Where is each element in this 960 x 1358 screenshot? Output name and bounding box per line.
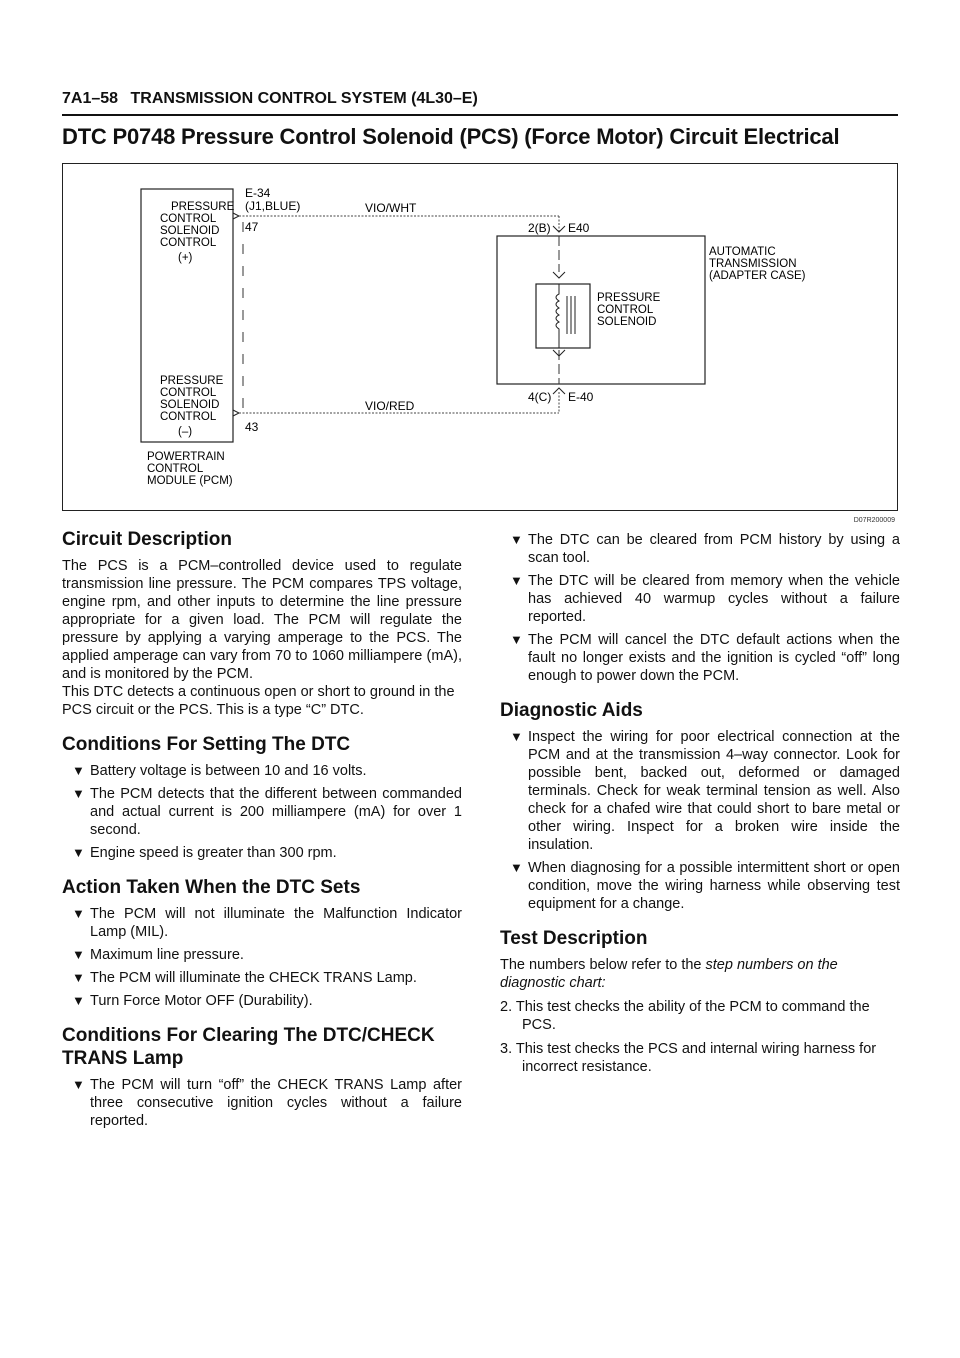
figure-id: D07R200009 (853, 517, 895, 524)
pcm-top-label-4: (+) (178, 252, 193, 264)
list-item: ▼ The DTC can be cleared from PCM history by using a scan tool. (510, 532, 900, 566)
bullet-triangle-icon: ▼ (72, 786, 85, 801)
list-item: ▼ Engine speed is greater than 300 rpm. (72, 845, 337, 861)
list-item: ▼ The PCM will not illuminate the Malfunction Indicator Lamp (MIL). (72, 906, 462, 940)
pcm-name-0: POWERTRAIN (147, 451, 225, 463)
solenoid-top-chevron (553, 272, 565, 278)
trans-label-2: (ADAPTER CASE) (709, 270, 806, 282)
right-column (500, 528, 900, 1090)
connector-bottom-arrow (233, 410, 239, 416)
section-title: TRANSMISSION CONTROL SYSTEM (4L30–E) (130, 90, 478, 107)
test-step-3: 3. This test checks the PCS and internal wiring harness for incorrect resistance. (500, 1041, 877, 1075)
bullet-triangle-icon: ▼ (510, 632, 523, 647)
wiring-diagram (62, 163, 898, 524)
diagnostic-aids-section (500, 699, 900, 913)
test-step-2: 2. This test checks the ability of the PCM to command the PCS. (500, 999, 870, 1033)
bullet-triangle-icon: ▼ (510, 729, 523, 744)
pcm-name-2: MODULE (PCM) (147, 475, 233, 487)
trans-label-0: AUTOMATIC (709, 246, 776, 258)
bullet-triangle-icon: ▼ (510, 860, 523, 875)
page-header (62, 88, 898, 116)
test-description-heading: Test Description (500, 928, 648, 949)
solenoid-coil-icon (556, 284, 559, 348)
connector-top-arrow (233, 213, 239, 219)
bullet-triangle-icon: ▼ (72, 993, 85, 1008)
pin-top: 47 (245, 220, 259, 234)
left-column (62, 528, 462, 1144)
pcm-bottom-label-1: CONTROL (160, 387, 217, 399)
test-description-section (500, 927, 900, 1076)
action-taken-heading: Action Taken When the DTC Sets (62, 877, 361, 898)
list-item: ▼ The PCM will illuminate the CHECK TRANS Lamp. (72, 970, 417, 986)
list-item: ▼ When diagnosing for a possible intermittent short or open condition, move the wiring harness while observing test equipment for a change. (510, 860, 900, 912)
bullet-triangle-icon: ▼ (72, 845, 85, 860)
page-code: 7A1–58 (62, 90, 119, 107)
bullet-triangle-icon: ▼ (72, 970, 85, 985)
page-title: DTC P0748 Pressure Control Solenoid (PCS) (Force Motor) Circuit Electrical (62, 124, 840, 149)
bullet-triangle-icon: ▼ (72, 906, 85, 921)
circuit-description-section (62, 528, 462, 719)
pcm-top-label-1: CONTROL (160, 213, 217, 225)
pcm-top-label-3: CONTROL (160, 237, 217, 249)
pcm-top-label-0: PRESSURE (171, 201, 235, 213)
bullet-triangle-icon: ▼ (510, 573, 523, 588)
solenoid-label-2: SOLENOID (597, 316, 657, 328)
conditions-setting-section (62, 733, 462, 862)
connector-id: E-34 (245, 186, 271, 200)
bullet-triangle-icon: ▼ (72, 947, 85, 962)
pcm-bottom-label-0: PRESSURE (160, 375, 224, 387)
list-item: ▼ The PCM will cancel the DTC default actions when the fault no longer exists and the ignition is cycled “off” long enough to power down the PCM. (510, 632, 900, 684)
conditions-clearing-continued (500, 531, 900, 685)
trans-conn-bottom: E-40 (568, 390, 594, 404)
solenoid-label-1: CONTROL (597, 304, 654, 316)
pcm-bottom-label-2: SOLENOID (160, 399, 220, 411)
solenoid-box (536, 284, 590, 348)
list-item: ▼ The PCM will turn “off” the CHECK TRANS Lamp after three consecutive ignition cycles without a failure reported. (72, 1077, 462, 1129)
conditions-setting-heading: Conditions For Setting The DTC (62, 734, 351, 755)
circuit-description-p2: This DTC detects a continuous open or short to ground in the PCS circuit or the PCS. This is a type “C” DTC. (62, 684, 455, 718)
list-item: ▼ Turn Force Motor OFF (Durability). (72, 993, 313, 1009)
list-item: ▼ Inspect the wiring for poor electrical connection at the PCM and at the transmission 4–way connector. Look for possible bent, backed out, deformed or damaged terminals. Check for weak terminal tension as well. Also check for a chafed wire that could short to bare metal or other wiring. Inspect for a broken wire inside the insulation. (510, 729, 900, 853)
list-item: ▼ The DTC will be cleared from memory when the vehicle has achieved 40 warmup cycles without a failure reported. (510, 573, 900, 625)
conditions-clearing-heading: Conditions For Clearing The DTC/CHECK TRANS Lamp (62, 1025, 435, 1069)
wire-top-label: VIO/WHT (365, 201, 417, 215)
circuit-description-p1: The PCS is a PCM–controlled device used to regulate transmission line pressure. The PCM compares TPS voltage, engine rpm, and other inputs to determine the line pressure appropriate for a given load. The PCM will regulate the pressure by applying a varying amperage to the PCS. The applied amperage can vary from 70 to 1060 milliampere (mA), and is monitored by the PCM. (62, 558, 462, 682)
conditions-clearing-section (62, 1024, 462, 1130)
trans-pin-bottom: 4(C) (528, 390, 552, 404)
list-item: ▼ Battery voltage is between 10 and 16 volts. (72, 763, 367, 779)
list-item: ▼ Maximum line pressure. (72, 947, 244, 963)
pin-bottom: 43 (245, 420, 259, 434)
bullet-triangle-icon: ▼ (72, 763, 85, 778)
connector-desc: (J1,BLUE) (245, 199, 301, 213)
pcm-bottom-label-3: CONTROL (160, 411, 217, 423)
bullet-triangle-icon: ▼ (72, 1077, 85, 1092)
trans-conn-top: E40 (568, 221, 590, 235)
wire-bottom-label: VIO/RED (365, 399, 415, 413)
wiring-diagram-svg (63, 164, 897, 510)
list-item: ▼ The PCM detects that the different between commanded and actual current is 200 milliampere (mA) for over 1 second. (72, 786, 462, 838)
diagnostic-aids-heading: Diagnostic Aids (500, 700, 643, 721)
pcm-name-1: CONTROL (147, 463, 204, 475)
trans-pin-top: 2(B) (528, 221, 551, 235)
bullet-triangle-icon: ▼ (510, 532, 523, 547)
trans-label-1: TRANSMISSION (709, 258, 797, 270)
action-taken-section (62, 876, 462, 1010)
test-description-intro: The numbers below refer to the step numbers on the diagnostic chart: (500, 957, 838, 991)
circuit-description-heading: Circuit Description (62, 529, 232, 550)
solenoid-label-0: PRESSURE (597, 292, 661, 304)
pcm-top-label-2: SOLENOID (160, 225, 220, 237)
pcm-bottom-label-4: (–) (178, 426, 193, 438)
